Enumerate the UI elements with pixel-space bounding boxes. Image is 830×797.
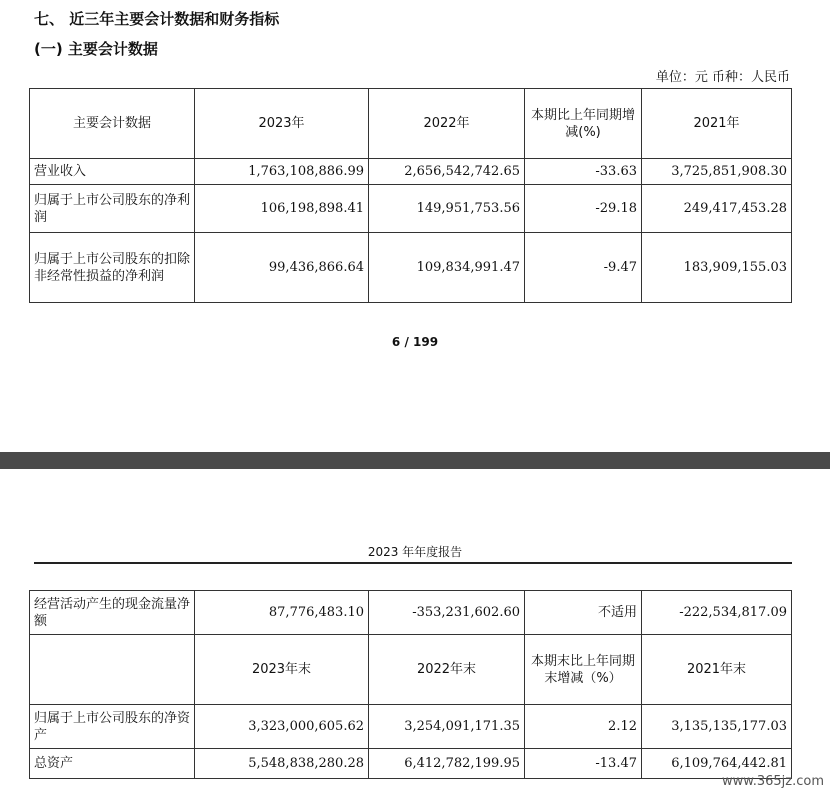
value-cell: 2,656,542,742.65	[369, 159, 525, 185]
watermark: www.365jz.com	[722, 774, 824, 789]
value-cell: 106,198,898.41	[195, 185, 369, 233]
header-cell: 2022年末	[369, 635, 525, 705]
table-header-row	[30, 635, 792, 705]
table-header-row	[30, 89, 792, 159]
row-label: 经营活动产生的现金流量净额	[30, 591, 195, 635]
value-cell: 3,323,000,605.62	[195, 705, 369, 749]
row-label: 营业收入	[30, 159, 195, 185]
value-cell: 6,412,782,199.95	[369, 749, 525, 779]
header-cell: 2022年	[369, 89, 525, 159]
row-label: 总资产	[30, 749, 195, 779]
value-cell: 183,909,155.03	[642, 233, 792, 303]
page-number: 6 / 199	[391, 335, 439, 349]
value-cell: -353,231,602.60	[369, 591, 525, 635]
value-cell: 3,254,091,171.35	[369, 705, 525, 749]
value-cell: 109,834,991.47	[369, 233, 525, 303]
header-cell	[30, 635, 195, 705]
table-row	[30, 233, 792, 303]
value-cell: 6,109,764,442.81	[642, 749, 792, 779]
value-cell: -13.47	[525, 749, 642, 779]
header-cell: 本期比上年同期增减(%)	[525, 89, 642, 159]
header-cell: 主要会计数据	[30, 89, 195, 159]
value-cell: 5,548,838,280.28	[195, 749, 369, 779]
row-label: 归属于上市公司股东的净资产	[30, 705, 195, 749]
value-cell: -29.18	[525, 185, 642, 233]
value-cell: 1,763,108,886.99	[195, 159, 369, 185]
accounting-data-table	[29, 88, 792, 303]
table-row	[30, 185, 792, 233]
header-cell: 2023年	[195, 89, 369, 159]
value-cell: 249,417,453.28	[642, 185, 792, 233]
value-cell: -9.47	[525, 233, 642, 303]
header-cell: 2023年末	[195, 635, 369, 705]
row-label: 归属于上市公司股东的净利润	[30, 185, 195, 233]
assets-data-table	[29, 590, 792, 779]
header-rule	[34, 562, 792, 564]
value-cell: -222,534,817.09	[642, 591, 792, 635]
value-cell: -33.63	[525, 159, 642, 185]
header-cell: 2021年	[642, 89, 792, 159]
table-row	[30, 591, 792, 635]
header-cell: 2021年末	[642, 635, 792, 705]
value-cell: 99,436,866.64	[195, 233, 369, 303]
value-cell: 3,725,851,908.30	[642, 159, 792, 185]
value-cell: 87,776,483.10	[195, 591, 369, 635]
row-label: 归属于上市公司股东的扣除非经常性损益的净利润	[30, 233, 195, 303]
section-heading: 七、 近三年主要会计数据和财务指标	[34, 10, 280, 28]
report-header: 2023 年年度报告	[367, 545, 463, 559]
value-cell: 2.12	[525, 705, 642, 749]
value-cell: 不适用	[525, 591, 642, 635]
value-cell: 3,135,135,177.03	[642, 705, 792, 749]
page-break-bar	[0, 452, 830, 469]
unit-currency-line: 单位：元 币种：人民币	[655, 70, 790, 85]
table-row	[30, 749, 792, 779]
value-cell: 149,951,753.56	[369, 185, 525, 233]
subsection-heading: (一) 主要会计数据	[34, 40, 158, 58]
header-cell: 本期末比上年同期末增减（%）	[525, 635, 642, 705]
table-row	[30, 705, 792, 749]
table-row	[30, 159, 792, 185]
